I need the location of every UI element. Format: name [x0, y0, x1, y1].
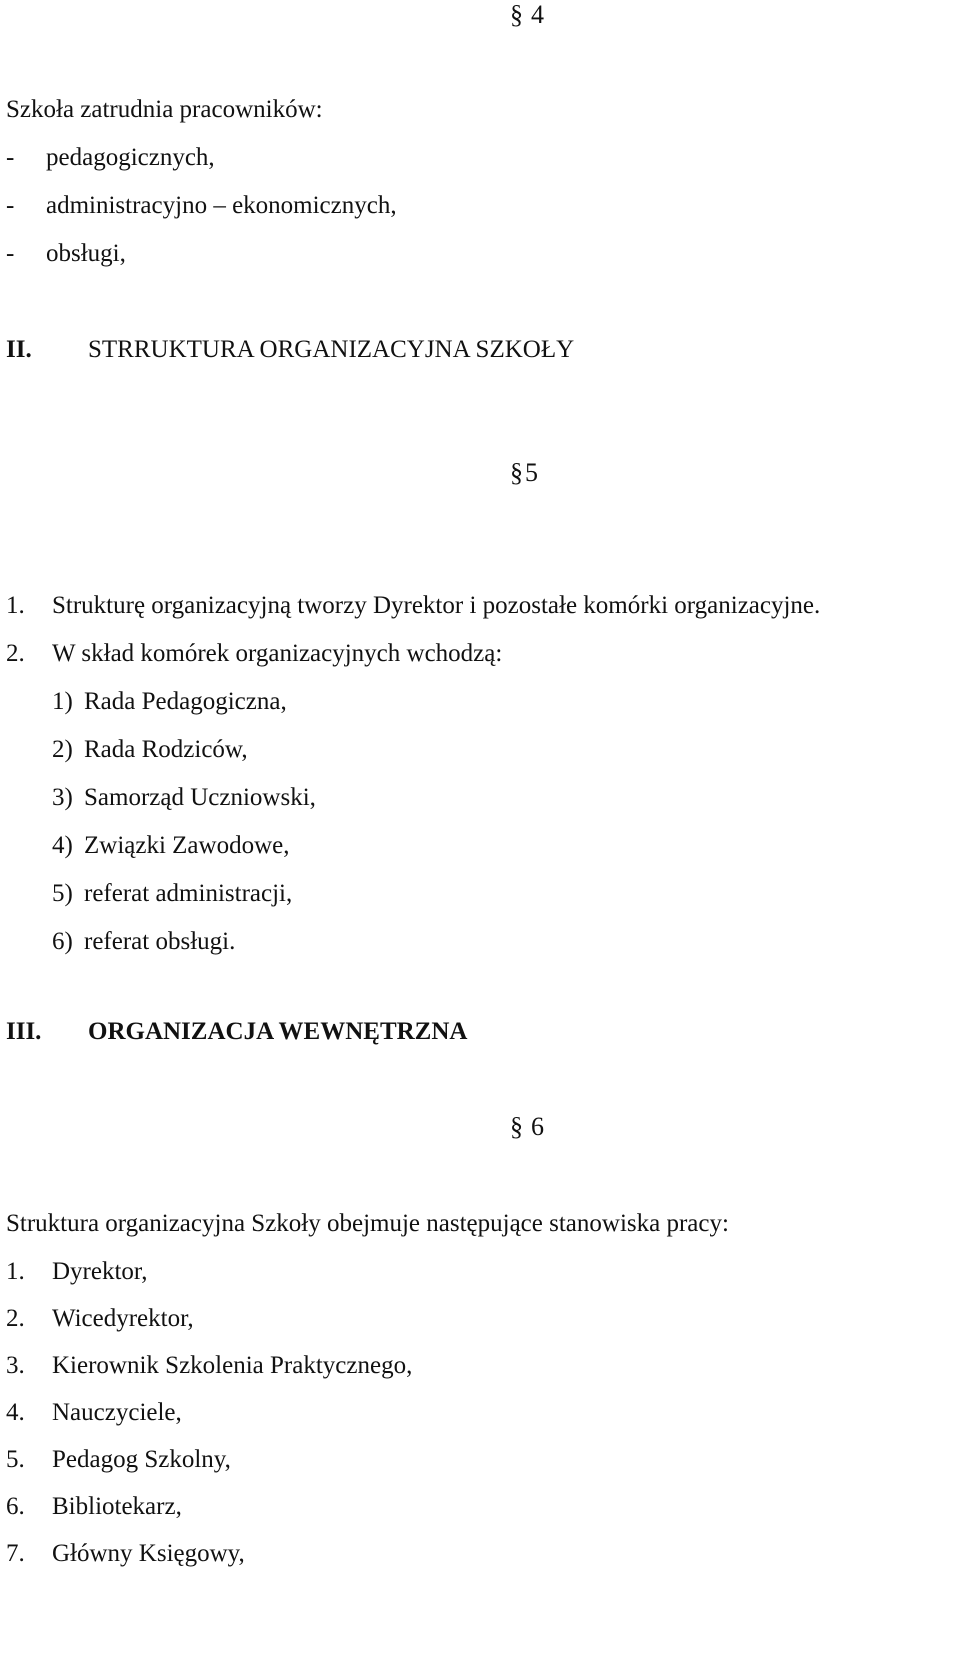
- unit-item: [52, 880, 293, 907]
- unit-number: 6): [52, 928, 73, 955]
- chapter-title: ORGANIZACJA WEWNĘTRZNA: [88, 1018, 468, 1045]
- unit-text: Związki Zawodowe,: [84, 832, 290, 859]
- unit-number: 4): [52, 832, 73, 859]
- chapter-3-heading: [6, 1019, 906, 1044]
- list-dash: -: [6, 240, 15, 267]
- unit-number: 2): [52, 736, 73, 763]
- unit-text: referat obsługi.: [84, 928, 236, 955]
- position-item: [6, 1399, 182, 1426]
- position-number: 4.: [6, 1399, 25, 1426]
- unit-text: Rada Rodziców,: [84, 736, 248, 763]
- position-text: Główny Księgowy,: [52, 1540, 245, 1567]
- point-number: 2.: [6, 640, 25, 667]
- list-dash: -: [6, 192, 15, 219]
- unit-item: [52, 736, 248, 763]
- position-number: 7.: [6, 1540, 25, 1567]
- position-number: 1.: [6, 1258, 25, 1285]
- section-number: 4: [531, 0, 544, 29]
- point-text: W skład komórek organizacyjnych wchodzą:: [52, 640, 503, 667]
- position-item: [6, 1305, 194, 1332]
- chapter-2-heading: [6, 337, 906, 362]
- section-5-heading: [510, 460, 538, 486]
- unit-text: Rada Pedagogiczna,: [84, 688, 287, 715]
- section-6-heading: [510, 1114, 544, 1140]
- unit-item: [52, 928, 236, 955]
- staff-intro: Szkoła zatrudnia pracowników:: [6, 96, 323, 123]
- unit-text: Samorząd Uczniowski,: [84, 784, 316, 811]
- position-item: [6, 1258, 148, 1285]
- staff-type-text: obsługi,: [46, 240, 126, 267]
- unit-number: 5): [52, 880, 73, 907]
- chapter-title: STRRUKTURA ORGANIZACYJNA SZKOŁY: [88, 336, 575, 363]
- unit-item: [52, 832, 290, 859]
- point-number: 1.: [6, 592, 25, 619]
- paragraph-mark: §: [510, 1112, 523, 1141]
- position-item: [6, 1352, 413, 1379]
- chapter-numeral: III.: [6, 1018, 42, 1045]
- structure-intro: Struktura organizacyjna Szkoły obejmuje następujące stanowiska pracy:: [6, 1210, 729, 1237]
- numbered-point: [6, 640, 503, 667]
- numbered-point: [6, 592, 821, 619]
- unit-item: [52, 784, 316, 811]
- position-text: Dyrektor,: [52, 1258, 148, 1285]
- section-number: 6: [531, 1112, 544, 1141]
- staff-type-item: [6, 240, 126, 267]
- position-item: [6, 1446, 231, 1473]
- section-number: 5: [525, 458, 538, 487]
- position-text: Pedagog Szkolny,: [52, 1446, 231, 1473]
- staff-type-text: pedagogicznych,: [46, 144, 215, 171]
- point-text: Strukturę organizacyjną tworzy Dyrektor i pozostałe komórki organizacyjne.: [52, 592, 821, 619]
- position-item: [6, 1493, 182, 1520]
- paragraph-mark: §: [510, 458, 523, 487]
- paragraph-mark: §: [510, 0, 523, 29]
- position-text: Kierownik Szkolenia Praktycznego,: [52, 1352, 413, 1379]
- section-4-heading: [510, 2, 544, 28]
- staff-type-item: [6, 144, 215, 171]
- position-number: 5.: [6, 1446, 25, 1473]
- unit-item: [52, 688, 287, 715]
- staff-type-item: [6, 192, 397, 219]
- position-item: [6, 1540, 245, 1567]
- position-text: Bibliotekarz,: [52, 1493, 182, 1520]
- staff-type-text: administracyjno – ekonomicznych,: [46, 192, 397, 219]
- unit-number: 3): [52, 784, 73, 811]
- chapter-numeral: II.: [6, 336, 32, 363]
- unit-text: referat administracji,: [84, 880, 293, 907]
- position-number: 3.: [6, 1352, 25, 1379]
- position-number: 6.: [6, 1493, 25, 1520]
- position-text: Wicedyrektor,: [52, 1305, 194, 1332]
- position-number: 2.: [6, 1305, 25, 1332]
- position-text: Nauczyciele,: [52, 1399, 182, 1426]
- unit-number: 1): [52, 688, 73, 715]
- list-dash: -: [6, 144, 15, 171]
